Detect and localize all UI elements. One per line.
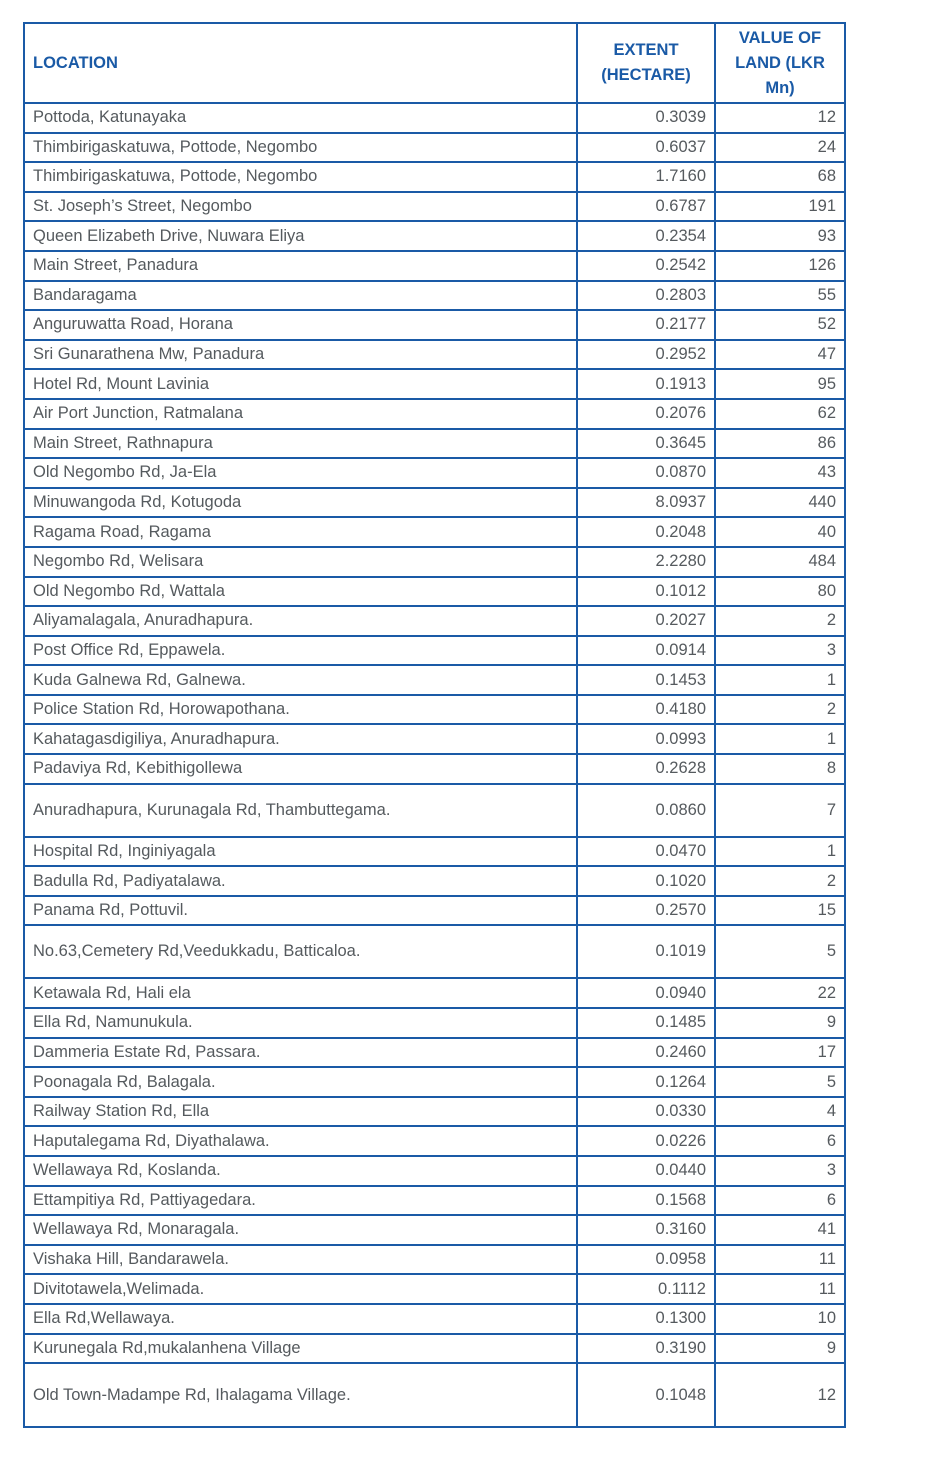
value-cell: 43 [715, 458, 845, 488]
extent-cell: 0.1485 [577, 1008, 715, 1038]
table-row [24, 1097, 845, 1127]
table-row [24, 133, 845, 163]
location-cell: Aliyamalagala, Anuradhapura. [24, 606, 577, 636]
value-cell: 17 [715, 1038, 845, 1068]
value-cell: 5 [715, 1067, 845, 1097]
location-cell: Bandaragama [24, 281, 577, 311]
extent-cell: 0.0440 [577, 1156, 715, 1186]
extent-cell: 0.1264 [577, 1067, 715, 1097]
extent-cell: 0.2177 [577, 310, 715, 340]
extent-cell: 0.3160 [577, 1215, 715, 1245]
extent-cell: 0.0993 [577, 724, 715, 754]
value-cell: 1 [715, 724, 845, 754]
table-row [24, 458, 845, 488]
table-row [24, 695, 845, 725]
extent-cell: 8.0937 [577, 488, 715, 518]
value-cell: 2 [715, 866, 845, 896]
table-row [24, 1126, 845, 1156]
location-cell: Hospital Rd, Inginiyagala [24, 837, 577, 867]
table-row [24, 251, 845, 281]
location-cell: Ella Rd,Wellawaya. [24, 1304, 577, 1334]
extent-cell: 0.2460 [577, 1038, 715, 1068]
table-row [24, 784, 845, 837]
extent-cell: 0.0226 [577, 1126, 715, 1156]
value-cell: 11 [715, 1274, 845, 1304]
value-cell: 1 [715, 837, 845, 867]
table-row [24, 1304, 845, 1334]
extent-cell: 0.1019 [577, 925, 715, 978]
table-row [24, 1186, 845, 1216]
extent-cell: 2.2280 [577, 547, 715, 577]
extent-cell: 0.1568 [577, 1186, 715, 1216]
value-cell: 8 [715, 754, 845, 784]
value-cell: 6 [715, 1126, 845, 1156]
location-cell: Thimbirigaskatuwa, Pottode, Negombo [24, 133, 577, 163]
value-cell: 440 [715, 488, 845, 518]
table-row [24, 1008, 845, 1038]
table-row [24, 1067, 845, 1097]
extent-cell: 0.1112 [577, 1274, 715, 1304]
table-row [24, 310, 845, 340]
value-cell: 3 [715, 636, 845, 666]
location-cell: Kuda Galnewa Rd, Galnewa. [24, 665, 577, 695]
location-cell: Dammeria Estate Rd, Passara. [24, 1038, 577, 1068]
location-cell: Queen Elizabeth Drive, Nuwara Eliya [24, 221, 577, 251]
table-row [24, 369, 845, 399]
extent-cell: 0.2027 [577, 606, 715, 636]
table-row [24, 837, 845, 867]
table-row [24, 636, 845, 666]
extent-cell: 0.1048 [577, 1363, 715, 1427]
table-row [24, 1156, 845, 1186]
value-cell: 126 [715, 251, 845, 281]
value-cell: 6 [715, 1186, 845, 1216]
value-cell: 15 [715, 896, 845, 926]
table-header-row [24, 23, 845, 103]
value-cell: 2 [715, 606, 845, 636]
table-row [24, 547, 845, 577]
location-cell: Vishaka Hill, Bandarawela. [24, 1245, 577, 1275]
location-cell: Minuwangoda Rd, Kotugoda [24, 488, 577, 518]
value-cell: 52 [715, 310, 845, 340]
land-table [23, 22, 846, 1428]
header-extent: EXTENT (HECTARE) [577, 23, 715, 103]
extent-cell: 0.3190 [577, 1334, 715, 1364]
value-cell: 22 [715, 978, 845, 1008]
table-row [24, 281, 845, 311]
location-cell: Haputalegama Rd, Diyathalawa. [24, 1126, 577, 1156]
table-row [24, 488, 845, 518]
location-cell: Ketawala Rd, Hali ela [24, 978, 577, 1008]
location-cell: Kahatagasdigiliya, Anuradhapura. [24, 724, 577, 754]
value-cell: 95 [715, 369, 845, 399]
location-cell: No.63,Cemetery Rd,Veedukkadu, Batticaloa. [24, 925, 577, 978]
table-row [24, 340, 845, 370]
location-cell: Pottoda, Katunayaka [24, 103, 577, 133]
value-cell: 10 [715, 1304, 845, 1334]
extent-cell: 0.1300 [577, 1304, 715, 1334]
table-row [24, 192, 845, 222]
location-cell: Sri Gunarathena Mw, Panadura [24, 340, 577, 370]
extent-cell: 0.2542 [577, 251, 715, 281]
location-cell: Police Station Rd, Horowapothana. [24, 695, 577, 725]
location-cell: Old Town-Madampe Rd, Ihalagama Village. [24, 1363, 577, 1427]
value-cell: 12 [715, 103, 845, 133]
table-row [24, 162, 845, 192]
value-cell: 40 [715, 517, 845, 547]
location-cell: Badulla Rd, Padiyatalawa. [24, 866, 577, 896]
location-cell: Main Street, Panadura [24, 251, 577, 281]
extent-cell: 0.3039 [577, 103, 715, 133]
value-cell: 47 [715, 340, 845, 370]
value-cell: 62 [715, 399, 845, 429]
location-cell: Ragama Road, Ragama [24, 517, 577, 547]
value-cell: 86 [715, 429, 845, 459]
extent-cell: 0.3645 [577, 429, 715, 459]
extent-cell: 0.0860 [577, 784, 715, 837]
value-cell: 93 [715, 221, 845, 251]
value-cell: 2 [715, 695, 845, 725]
location-cell: Post Office Rd, Eppawela. [24, 636, 577, 666]
extent-cell: 0.1020 [577, 866, 715, 896]
extent-cell: 0.0914 [577, 636, 715, 666]
location-cell: Railway Station Rd, Ella [24, 1097, 577, 1127]
value-cell: 24 [715, 133, 845, 163]
extent-cell: 0.4180 [577, 695, 715, 725]
table-row [24, 429, 845, 459]
value-cell: 41 [715, 1215, 845, 1245]
value-cell: 7 [715, 784, 845, 837]
location-cell: Thimbirigaskatuwa, Pottode, Negombo [24, 162, 577, 192]
value-cell: 12 [715, 1363, 845, 1427]
value-cell: 9 [715, 1008, 845, 1038]
table-row [24, 399, 845, 429]
value-cell: 484 [715, 547, 845, 577]
table-row [24, 896, 845, 926]
extent-cell: 0.2952 [577, 340, 715, 370]
table-row [24, 577, 845, 607]
location-cell: Panama Rd, Pottuvil. [24, 896, 577, 926]
value-cell: 55 [715, 281, 845, 311]
table-row [24, 665, 845, 695]
extent-cell: 0.0940 [577, 978, 715, 1008]
table-row [24, 1274, 845, 1304]
value-cell: 11 [715, 1245, 845, 1275]
location-cell: Divitotawela,Welimada. [24, 1274, 577, 1304]
table-row [24, 1245, 845, 1275]
extent-cell: 0.0870 [577, 458, 715, 488]
table-row [24, 221, 845, 251]
table-row [24, 978, 845, 1008]
table-row [24, 866, 845, 896]
extent-cell: 0.1913 [577, 369, 715, 399]
value-cell: 80 [715, 577, 845, 607]
value-cell: 68 [715, 162, 845, 192]
location-cell: Old Negombo Rd, Ja-Ela [24, 458, 577, 488]
table-row [24, 1363, 845, 1427]
location-cell: Wellawaya Rd, Monaragala. [24, 1215, 577, 1245]
value-cell: 4 [715, 1097, 845, 1127]
extent-cell: 0.1453 [577, 665, 715, 695]
header-location: LOCATION [24, 23, 577, 103]
location-cell: St. Joseph’s Street, Negombo [24, 192, 577, 222]
extent-cell: 0.2803 [577, 281, 715, 311]
value-cell: 3 [715, 1156, 845, 1186]
extent-cell: 0.2076 [577, 399, 715, 429]
extent-cell: 0.0330 [577, 1097, 715, 1127]
extent-cell: 0.2048 [577, 517, 715, 547]
location-cell: Poonagala Rd, Balagala. [24, 1067, 577, 1097]
location-cell: Main Street, Rathnapura [24, 429, 577, 459]
location-cell: Ella Rd, Namunukula. [24, 1008, 577, 1038]
extent-cell: 1.7160 [577, 162, 715, 192]
table-row [24, 517, 845, 547]
location-cell: Padaviya Rd, Kebithigollewa [24, 754, 577, 784]
extent-cell: 0.2628 [577, 754, 715, 784]
extent-cell: 0.2354 [577, 221, 715, 251]
table-row [24, 724, 845, 754]
location-cell: Ettampitiya Rd, Pattiyagedara. [24, 1186, 577, 1216]
extent-cell: 0.6787 [577, 192, 715, 222]
table-row [24, 1038, 845, 1068]
value-cell: 191 [715, 192, 845, 222]
location-cell: Hotel Rd, Mount Lavinia [24, 369, 577, 399]
location-cell: Negombo Rd, Welisara [24, 547, 577, 577]
table-row [24, 1215, 845, 1245]
table-row [24, 1334, 845, 1364]
value-cell: 9 [715, 1334, 845, 1364]
location-cell: Anguruwatta Road, Horana [24, 310, 577, 340]
extent-cell: 0.0958 [577, 1245, 715, 1275]
table-row [24, 754, 845, 784]
location-cell: Kurunegala Rd,mukalanhena Village [24, 1334, 577, 1364]
extent-cell: 0.6037 [577, 133, 715, 163]
table-row [24, 925, 845, 978]
value-cell: 1 [715, 665, 845, 695]
header-value: VALUE OF LAND (LKR Mn) [715, 23, 845, 103]
table-row [24, 103, 845, 133]
location-cell: Wellawaya Rd, Koslanda. [24, 1156, 577, 1186]
location-cell: Anuradhapura, Kurunagala Rd, Thambuttegama. [24, 784, 577, 837]
location-cell: Old Negombo Rd, Wattala [24, 577, 577, 607]
location-cell: Air Port Junction, Ratmalana [24, 399, 577, 429]
value-cell: 5 [715, 925, 845, 978]
extent-cell: 0.1012 [577, 577, 715, 607]
extent-cell: 0.0470 [577, 837, 715, 867]
table-row [24, 606, 845, 636]
extent-cell: 0.2570 [577, 896, 715, 926]
